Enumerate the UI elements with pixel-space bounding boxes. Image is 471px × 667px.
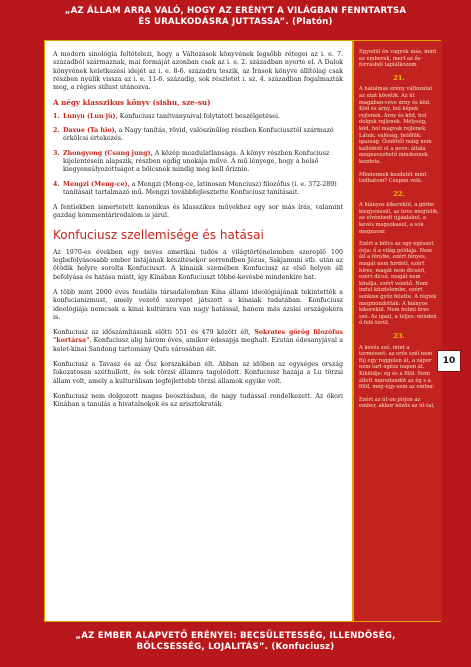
list-number: 1. xyxy=(53,112,60,120)
list-number: 2. xyxy=(53,127,60,135)
book-title: Zhongyong (Csung jung), xyxy=(63,149,153,157)
paragraph-biography xyxy=(53,329,343,354)
book-description: A közép mozdulatlansága. A könyv részben Konfuciusz kijelentésein alapszik, részben egdig unokája műve. A mű lényege, hogy a belső kiegyensúlyozottságot a bölcsnek mindig meg kell őriznie. xyxy=(63,149,330,174)
poem-stanza: Egyedül én vagyok más, mint az emberek, mert az ős-forrásból táplálkozom. xyxy=(359,49,437,69)
book-description: Konfuciusz tanítványaival folytatott beszélgetései. xyxy=(117,112,281,120)
book-title: Daxue (Ta hio), xyxy=(63,127,117,135)
socrates-highlight: Sokrates görög filozófus "kortársa" xyxy=(53,329,344,345)
top-quote-banner xyxy=(0,6,471,28)
poem-stanza: Mindennek kezdetét mint tudhatom? Csupán vele. xyxy=(359,171,427,185)
list-item xyxy=(53,127,343,144)
book-description: a Nagy tanítás, rövid, valószínűleg részben Konfuciusztól származó erkölcsi értekezés. xyxy=(63,127,334,143)
paragraph-era: Konfuciusz a Tavasz és az Ősz korszakában élt. Abban az időben az egységes ország fokozatosan széthullott, és sok törzsi államra tagolódott. Konfuciusz hazája a Lu törzsi állam volt, amely a kulturálisan legfejlettebb törzsi államok egyike volt. xyxy=(53,361,343,385)
book-description: a Mengzi (Meng-ce, latinosan Menciusz) filozófus (i. e. 372-289) tanításait tartalmazó mű. Mengzi továbbfejlesztette Konfuciusz tanításait. xyxy=(63,180,337,196)
page-number: 10 xyxy=(437,350,461,372)
list-item xyxy=(53,113,343,121)
paragraph-learning: Konfuciusz nem dolgozott magas beosztásban, de nagy tudással rendelkezett. Az ókori Kínában a tanulás a hivatalnokok és az arisztokraták xyxy=(53,392,343,409)
paragraph-ideology: A több mint 2000 éves feudális társadalomban Kína állami ideológiájának tekintették a konfucianizmust, amely vezető szerepet játszott a kínaiak tudatában. Konfuciusz ideológiája nemcsak a kínai kultúrára van nagy hatással, hanem más ázsiai országokéra is. xyxy=(53,288,343,321)
chapter-number: 22. xyxy=(393,189,405,198)
top-quote-line-1: „AZ ÁLLAM ARRA VALÓ, HOGY AZ ERÉNYT A VILÁGBAN FENNTARTSA xyxy=(64,6,407,16)
intro-paragraph: A modern sinológia feltételezi, hogy a Változások könyvének legsőbb rétegei az i. e. 7. századból származnak, mai formáját azonban csak az i. e. 2. században nyerte el. A Dalok könyvének keletkezési idejét az i. e. 8-6. századra teszik, az Írások könyve állítólag csak részben nyúlik vissza az i. e. 11-6. századig, sok részletét i. sz. 4. században fogalmazták meg, a régies stílust utánozva. xyxy=(53,51,343,92)
poem-stanza: A hiányos kikerekül, a görbe kiegyenesül, az üres megtelik, az elvénhedt újjáalakul, a kevés megsokasul, a sok megzavar. xyxy=(359,202,439,235)
top-quote-line-2: ÉS URALKODÁSRA JUTTASSA”. (Platón) xyxy=(138,17,333,27)
poem-stanza: A kevés szó, mint a természet: az erős szél nem fúj egy reggelen át, a zápor nem tart egész napon át. Kiküldje: ég és a föld. Nem állott maradandót az ég s a föld, még-úgy-sem az ember. xyxy=(359,344,435,391)
chapter-number: 23. xyxy=(393,331,405,340)
biography-text-start: Konfuciusz az időszámításunk előtti 551 és 479 között élt, xyxy=(53,329,255,337)
list-item xyxy=(53,150,343,175)
main-column xyxy=(53,51,343,417)
section-title: A négy klasszikus könyv (sishu, sze-su) xyxy=(53,98,211,108)
list-number: 3. xyxy=(53,149,60,157)
chapter-number: 21. xyxy=(393,73,405,82)
list-number: 4. xyxy=(53,180,60,188)
poem-stanza: A hatalmas erény változatai az utat követik. Az út magában-véve árny és köd. Köd és árny, hol képek rejlenek. Árny és köd, hol dolgok rejlenek. Mélység, köd, hol magvak rejlenek. Látuk: valóság, belőlük: igazság. Ősidőtől máig nem kallódott el a neve: általa megnevezhető mindennek kezdete. xyxy=(359,86,433,165)
sidebar-poem xyxy=(352,41,442,621)
books-list xyxy=(53,113,343,197)
bottom-quote-line-1: „AZ EMBER ALAPVETŐ ERÉNYEI: BECSÜLETESSÉG, ILLENDŐSÉG, xyxy=(75,631,396,641)
after-list-paragraph: A fentiekben ismertetett kanonikus és klasszikus művekhez egy sor más írás, valamint gazdag kommentárirodalom is járul. xyxy=(53,204,343,220)
book-title: Lunyu (Lun jü), xyxy=(63,112,118,120)
poem-stanza: Ezért a bölcs az egy-egészet óvja: ő a világ példája. Nem áll a fénybe, ezért fényes, magát nem hirdeti, ezért híres, magát nem dicséri, ezért dicső, magát nem kínálja, ezért vezető. Nem indul küzdelembe, ezért senkise győz felette. A régiek megmondották: A hiányos kikerekül. Nem holmi üres szó. Az igazi, a teljes: minden ő felé terül. xyxy=(359,241,437,327)
section-heading: Konfuciusz szellemisége és hatásai xyxy=(53,227,264,242)
paragraph-ranking: Az 1970-es években egy neves amerikai tudós a világtörténelemben szereplő 100 legbefolyásosabb ember listájának készítésekor sorrendben Jézus, Sakjamuni stb. után az ötödik helyre sorolta Konfuciuszt. A kínaiak szemében Konfuciusz az első helyen áll befolyása és hatása miatt, így Kínában Konfuciuszt többé-kevésbé mindenkire hat. xyxy=(53,248,343,281)
poem-stanza: Ezért az út-on járjon az ember, akkor közös az út-tal, xyxy=(359,396,435,410)
book-title: Mengzi (Meng-ce), xyxy=(63,180,130,188)
biography-text-end: . Konfuciusz alig három éves, amikor édesapja meghalt. Ezután édesanyjával a kelet-kínai Sandong tartomány Qufu városában élt. xyxy=(53,337,343,353)
bottom-quote-banner xyxy=(0,631,471,653)
list-item xyxy=(53,181,343,198)
page-content xyxy=(44,40,441,622)
bottom-quote-line-2: BÖLCSESSÉG, LOJALITÁS”. (Konfuciusz) xyxy=(136,642,335,652)
